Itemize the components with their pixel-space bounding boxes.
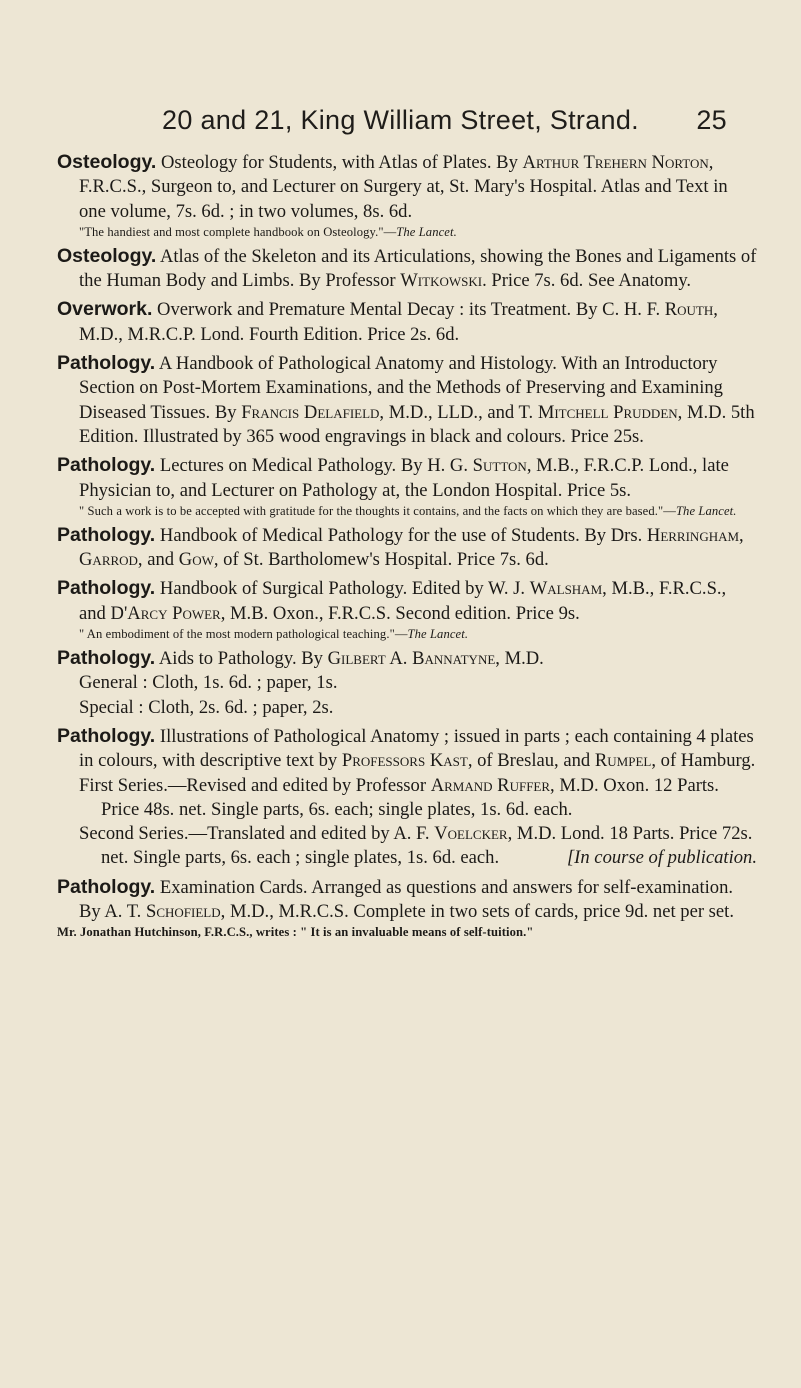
entry-text [57,576,757,626]
entry-body: Handbook of Medical Pathology for the use of Students. By Drs. [159,524,643,546]
entry-heading: Osteology. [57,151,157,173]
entry-author: D'Arcy Power, [110,602,226,624]
entry-body: of Breslau, and [477,750,591,772]
entry-author: Schofield, [146,901,226,923]
entry-body: M.D., M.R.C.S. Complete in two sets of cards, price 9d. net per set. [229,901,734,923]
press-quote [57,224,757,240]
entry-body: Lectures on Medical Pathology. By H. G. [159,455,469,477]
entry-body: M.D., LLD., and T. [388,401,534,423]
catalogue-entry [57,875,757,941]
series-editor: Voelcker, [434,823,513,845]
page-number: 25 [696,105,727,135]
entry-body: M.B., F.R.C.S., and [79,578,727,624]
entry-heading: Pathology. [57,352,156,375]
entry-body: Atlas of the Skeleton and its Articulations, showing the Bones and Ligaments of the Human Body and Limbs. By Professor [79,245,757,292]
entry-author: Witkowski. [400,270,487,292]
entry-text [57,453,757,503]
entry-heading: Pathology. [57,875,156,898]
entry-body: Illustrations of Pathological Anatomy ; issued in parts ; each containing 4 plates in colours, with descriptive text by [79,725,754,772]
catalogue-entry [57,244,757,294]
entry-body: A Handbook of Pathological Anatomy and Histology. With an Introductory Section on Post-Mortem Examinations, and the Methods of Preserving and Examining Diseased Tissues. By [79,353,723,423]
catalogue-entry [57,453,757,519]
quote-text: " An embodiment of the most modern pathological teaching."— [79,627,408,642]
quote-source: The Lancet. [396,224,457,239]
entry-author: C. H. F. Routh, [602,299,718,321]
entry-body: M.B. Oxon., F.R.C.S. Second edition. Price 9s. [230,602,580,624]
entry-text [57,297,757,347]
entry-body: F.R.C.S., Surgeon to, and Lecturer on Surgery at, St. Mary's Hospital. Atlas and Text in one volume, 7s. 6d. ; in two volumes, 8s. 6d. [79,176,728,222]
entry-heading: Overwork. [57,298,153,321]
entry-body: Osteology for Students, with Atlas of Plates. By [160,152,518,173]
series-text: Second Series.—Translated and edited by A. F. [79,823,430,845]
running-head-title: 20 and 21, King William Street, Strand. [162,105,639,135]
entry-body: Price 7s. 6d. See Anatomy. [491,270,692,292]
entry-body: Handbook of Surgical Pathology. Edited by W. J. [159,578,526,600]
entry-author: Gilbert A. Bannatyne, [327,648,500,670]
entry-author: Gow, [178,549,219,571]
publication-note: [In course of publication. [566,847,757,869]
quote-text: "The handiest and most complete handbook on Osteology."— [79,224,397,239]
entry-text [57,244,757,294]
catalogue-entry [57,576,757,642]
entry-author: Rumpel, [594,750,656,772]
entry-heading: Pathology. [57,454,156,477]
testimonial-quote: Mr. Jonathan Hutchinson, F.R.C.S., writes : " It is an invaluable means of self-tuition." [57,925,534,940]
entry-text [57,523,757,573]
entry-text [57,351,757,449]
entry-author: Professors Kast, [341,750,473,772]
series-editor: Armand Ruffer, [430,774,555,796]
quote-source: The Lancet. [675,503,737,518]
entry-heading: Osteology. [57,244,157,267]
entry-author: Mitchell Prudden, [537,401,683,423]
price-line: General : Cloth, 1s. 6d. ; paper, 1s. [79,672,338,694]
catalogue-entry [57,297,757,347]
entry-body: M.D. [504,648,544,670]
entry-body: Overwork and Premature Mental Decay : its Treatment. By [157,299,598,321]
catalogue-entry [57,724,757,871]
entry-text [57,724,757,774]
series-text: First Series.—Revised and edited by Professor [79,774,427,796]
catalogue-entry [57,351,757,449]
press-quote [57,503,757,519]
entry-body: of Hamburg. [660,750,756,772]
entry-heading: Pathology. [57,647,156,670]
entry-heading: Pathology. [57,523,156,546]
series-paragraph [57,822,757,871]
entry-author: Arthur Trehern Norton, [522,152,714,173]
entry-body: M.B., F.R.C.P. Lond., late Physician to, and Lecturer on Pathology at, the London Hospital. Price 5s. [79,455,729,501]
catalogue-entries [57,150,757,944]
running-head [0,105,801,136]
entry-body: M.D. 5th Edition. Illustrated by 365 wood engravings in black and colours. Price 25s. [79,401,755,447]
entry-text [57,150,757,224]
entry-author: Francis Delafield, [241,401,385,423]
catalogue-entry [57,523,757,573]
entry-text [57,875,757,925]
entry-body: M.D., M.R.C.P. Lond. Fourth Edition. Price 2s. 6d. [79,323,460,345]
series-text: M.D. Lond. 18 Parts. Price 72s. net. Single parts, 6s. each ; single plates, 1s. 6d. each. [101,823,753,869]
entry-body: and [147,549,175,571]
press-quote [57,626,757,642]
entry-body: Examination Cards. Arranged as questions and answers for self-examination. By A. T. [79,876,734,923]
entry-body: of St. Bartholomew's Hospital. Price 7s. 6d. [223,549,549,571]
entry-author: Walsham, [529,578,607,600]
series-text: M.D. Oxon. 12 Parts. Price 48s. net. Single parts, 6s. each; single plates, 1s. 6d. each. [101,774,719,820]
quote-source: The Lancet. [407,627,469,642]
quote-text: " Such a work is to be accepted with gratitude for the thoughts it contains, and the facts on which they are based."— [79,503,676,518]
catalogue-entry [57,150,757,240]
entry-heading: Pathology. [57,724,156,747]
price-line: Special : Cloth, 2s. 6d. ; paper, 2s. [79,696,334,718]
series-paragraph [57,774,757,823]
entry-heading: Pathology. [57,577,156,600]
entry-text [57,646,757,671]
entry-author: Herringham, Garrod, [79,524,744,571]
entry-author: Sutton, [472,455,532,477]
entry-body: Aids to Pathology. By [158,648,323,670]
catalogue-entry [57,646,757,720]
